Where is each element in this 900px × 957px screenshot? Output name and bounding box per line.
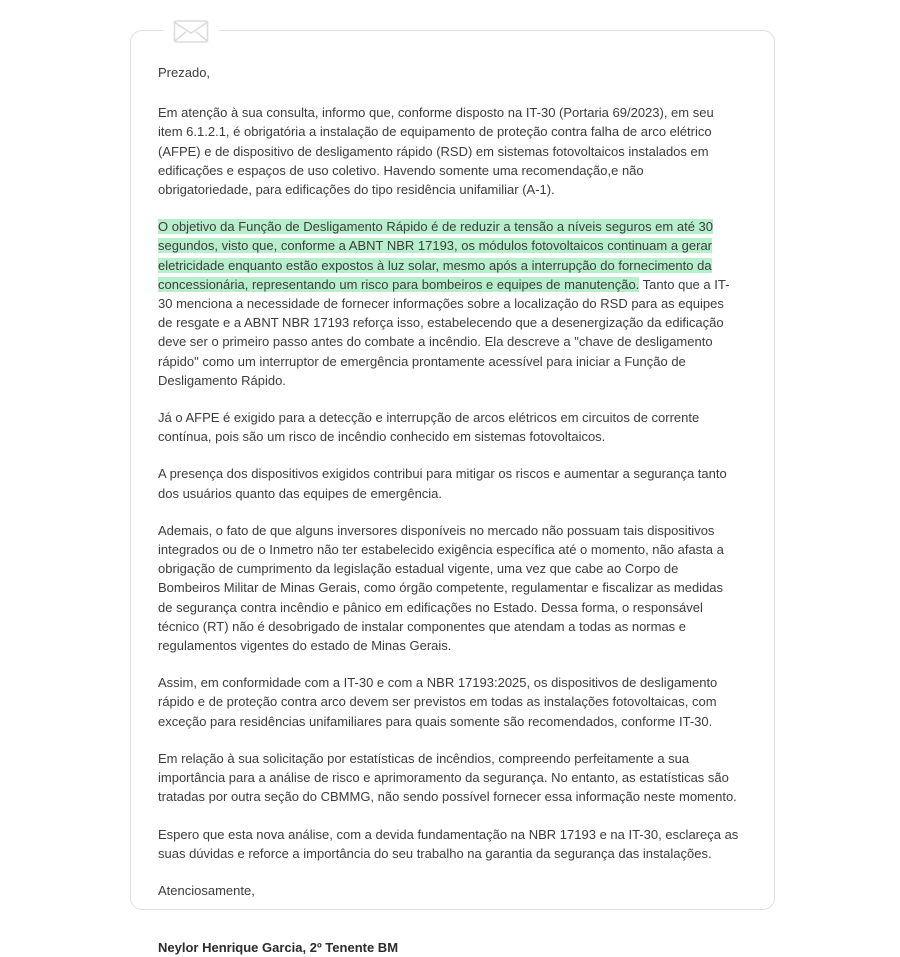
paragraph-3: Já o AFPE é exigido para a detecção e interrupção de arcos elétricos em circuitos de corrente contínua, pois são um risco de incêndio conhecido em sistemas fotovoltaicos. <box>158 410 700 445</box>
signature-spacer <box>158 918 741 938</box>
paragraph-6: Assim, em conformidade com a IT-30 e com a NBR 17193:2025, os dispositivos de desligamento rápido e de proteção contra arco devem ser previstos em todas as instalações fotovoltaicas, com exceção para residências unifamiliares para quais somente são recomendados, conforme IT-30. <box>158 675 718 729</box>
paragraph-5: Ademais, o fato de que alguns inversores disponíveis no mercado não possuam tais dispositivos integrados ou de o Inmetro não ter estabelecido exigência específica até o momento, não afasta a obrigação de cumprimento da legislação estadual vigente, uma vez que cabe ao Corpo de Bombeiros Militar de Minas Gerais, como órgão competente, regulamentar e fiscalizar as medidas de segurança contra incêndio e pânico em edificações no Estado. Dessa forma, o responsável técnico (RT) não é desobrigado de instalar componentes que atendam a todas as normas e regulamentos vigentes do estado de Minas Gerais. <box>158 522 724 654</box>
paragraph-1: Em atenção à sua consulta, informo que, conforme disposto na IT-30 (Portaria 69/2023), em seu item 6.1.2.1, é obrigatória a instalação de equipamento de proteção contra falha de arco elétrico (AFPE) e de dispositivo de desligamento rápido (RSD) em sistemas fotovoltaicos instalados em edificações e espaços de uso coletivo. Havendo somente uma recomendação,e não obrigatoriedade, para edificações do tipo residência unifamiliar (A-1). <box>158 105 714 198</box>
signature-line: Neylor Henrique Garcia, 2º Tenente BM <box>158 940 399 956</box>
paragraph-8: Espero que esta nova análise, com a devida fundamentação na NBR 17193 e na IT-30, esclareça as suas dúvidas e reforce a importância do seu trabalho na garantia da segurança das instalações. <box>158 826 739 861</box>
salutation: Prezado, <box>158 65 211 80</box>
paragraph-2-highlighted <box>158 217 741 390</box>
paragraph-7: Em relação à sua solicitação por estatísticas de incêndios, compreendo perfeitamente a sua importância para a análise de risco e aprimoramento da segurança. No entanto, as estatísticas são tratadas por outra seção do CBMMG, não sendo possível fornecer essa informação neste momento. <box>158 750 737 805</box>
envelope-icon-notch <box>163 18 219 44</box>
paragraph-2-rest: Tanto que a IT-30 menciona a necessidade de fornecer informações sobre a localização do RSD para as equipes de resgate e a ABNT NBR 17193 reforça isso, estabelecendo que a desenergização da edificação deve ser o primeiro passo antes do combate a incêndio. Ela descreve a "chave de desligamento rápido" como um interruptor de emergência prontamente acessível para iniciar a Função de Desligamento Rápido. <box>158 276 730 388</box>
paragraph-4: A presença dos dispositivos exigidos contribui para mitigar os riscos e aumentar a segurança tanto dos usuários quanto das equipes de emergência. <box>158 466 727 501</box>
highlighted-text: O objetivo da Função de Desligamento Rápido é de reduzir a tensão a níveis seguros em até 30 segundos, visto que, conforme a ABNT NBR 17193, os módulos fotovoltaicos continuam a gerar eletricidade enquanto estão expostos à luz solar, mesmo após a interrupção do fornecimento da concessionária, representando um risco para bombeiros e equipes de manutenção. <box>158 219 714 292</box>
envelope-icon <box>173 18 209 44</box>
email-message-card <box>130 30 775 956</box>
letter-body <box>158 63 741 957</box>
closing: Atenciosamente, <box>158 882 255 898</box>
